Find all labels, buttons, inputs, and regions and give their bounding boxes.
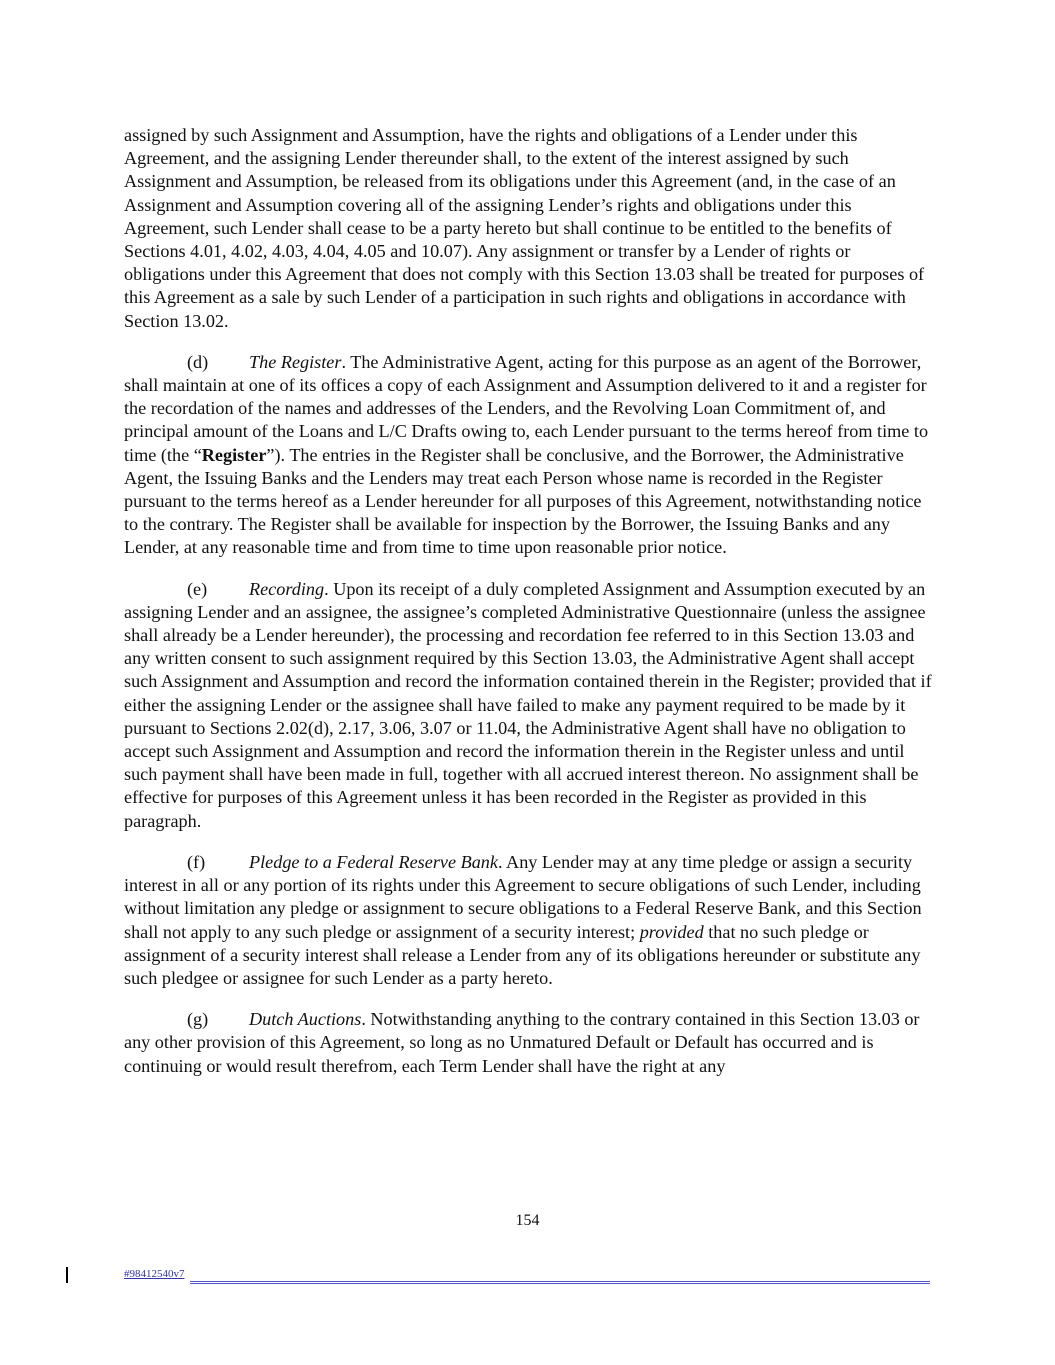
italic-term: provided	[639, 921, 704, 942]
footer-rule	[190, 1281, 930, 1284]
paragraph-text: . Upon its receipt of a duly completed Assignment and Assumption executed by an assigning Lender and an assignee, the assignee’s completed Administrative Questionnaire (unless the assignee shall already be a Lender hereunder), the processing and recordation fee referred to in this Section 13.03 and any written consent to such assignment required by this Section 13.03, the Administrative Agent shall accept such Assignment and Assumption and record the information contained therein in the Register; provided that if either the assigning Lender or the assignee shall have failed to make any payment required to be made by it pursuant to Sections 2.02(d), 2.17, 3.06, 3.07 or 11.04, the Administrative Agent shall have no obligation to accept such Assignment and Assumption and record the information therein in the Register unless and until such payment shall have been made in full, together with all accrued interest thereon. No assignment shall be effective for purposes of this Agreement unless it has been recorded in the Register as provided in this paragraph.	[124, 578, 932, 831]
paragraph-text: ”). The entries in the Register shall be conclusive, and the Borrower, the Administrative Agent, the Issuing Banks and the Lenders may treat each Person whose name is recorded in the Register pursuant to the terms hereof as a Lender hereunder for all purposes of this Agreement, notwithstanding notice to the contrary. The Register shall be available for inspection by the Borrower, the Issuing Banks and any Lender, at any reasonable time and from time to time upon reasonable prior notice.	[124, 444, 922, 558]
paragraph-e-recording	[124, 578, 934, 833]
paragraph-marker: (g)	[187, 1009, 209, 1030]
paragraph-d-the-register	[124, 351, 934, 560]
paragraph-text: . Notwithstanding anything to the contrary contained in this Section 13.03 or any other provision of this Agreement, so long as no Unmatured Default or Default has occurred and is continuing or would result therefrom, each Term Lender shall have the right at any	[124, 1009, 920, 1076]
paragraph-text: . Any Lender may at any time pledge or assign a security interest in all or any portion of its rights under this Agreement to secure obligations of such Lender, including without limitation any pledge or assignment to secure obligations to a Federal Reserve Bank, and this Section shall not apply to any such pledge or assignment of a security interest;	[124, 851, 922, 942]
paragraph-heading: Recording	[249, 578, 325, 599]
paragraph-marker: (f)	[187, 851, 206, 872]
paragraph-g-dutch-auctions	[124, 1008, 934, 1078]
paragraph-marker: (d)	[187, 351, 209, 372]
paragraph-text: that no such pledge or assignment of a security interest shall release a Lender from any of its obligations hereunder or substitute any such pledgee or assignee for such Lender as a party hereto.	[124, 921, 921, 988]
page-number: 154	[515, 1212, 540, 1229]
paragraph-heading: The Register	[249, 351, 342, 372]
paragraph-marker: (e)	[187, 578, 208, 599]
paragraph-text: . The Administrative Agent, acting for this purpose as an agent of the Borrower, shall maintain at one of its offices a copy of each Assignment and Assumption delivered to it and a register for the recordation of the names and addresses of the Lenders, and the Revolving Loan Commitment of, and principal amount of the Loans and L/C Drafts owing to, each Lender pursuant to the terms hereof from time to time (the “	[124, 351, 929, 465]
body-text	[124, 124, 934, 1096]
paragraph-heading: Pledge to a Federal Reserve Bank	[249, 851, 498, 872]
paragraph-heading: Dutch Auctions	[249, 1009, 362, 1030]
paragraph-text: assigned by such Assignment and Assumption, have the rights and obligations of a Lender under this Agreement, and the assigning Lender thereunder shall, to the extent of the interest assigned by such Assignment and Assumption, be released from its obligations under this Agreement (and, in the case of an Assignment and Assumption covering all of the assigning Lender’s rights and obligations under this Agreement, such Lender shall cease to be a party hereto but shall continue to be entitled to the benefits of Sections 4.01, 4.02, 4.03, 4.04, 4.05 and 10.07). Any assignment or transfer by a Lender of rights or obligations under this Agreement that does not comply with this Section 13.03 shall be treated for purposes of this Agreement as a sale by such Lender of a participation in such rights and obligations in accordance with Section 13.02.	[124, 125, 925, 331]
defined-term: Register	[201, 444, 267, 465]
paragraph-f-pledge	[124, 851, 934, 990]
revision-change-bar	[66, 1267, 68, 1283]
paragraph-continuation	[124, 124, 934, 333]
document-id: #98412540v7	[124, 1268, 185, 1280]
